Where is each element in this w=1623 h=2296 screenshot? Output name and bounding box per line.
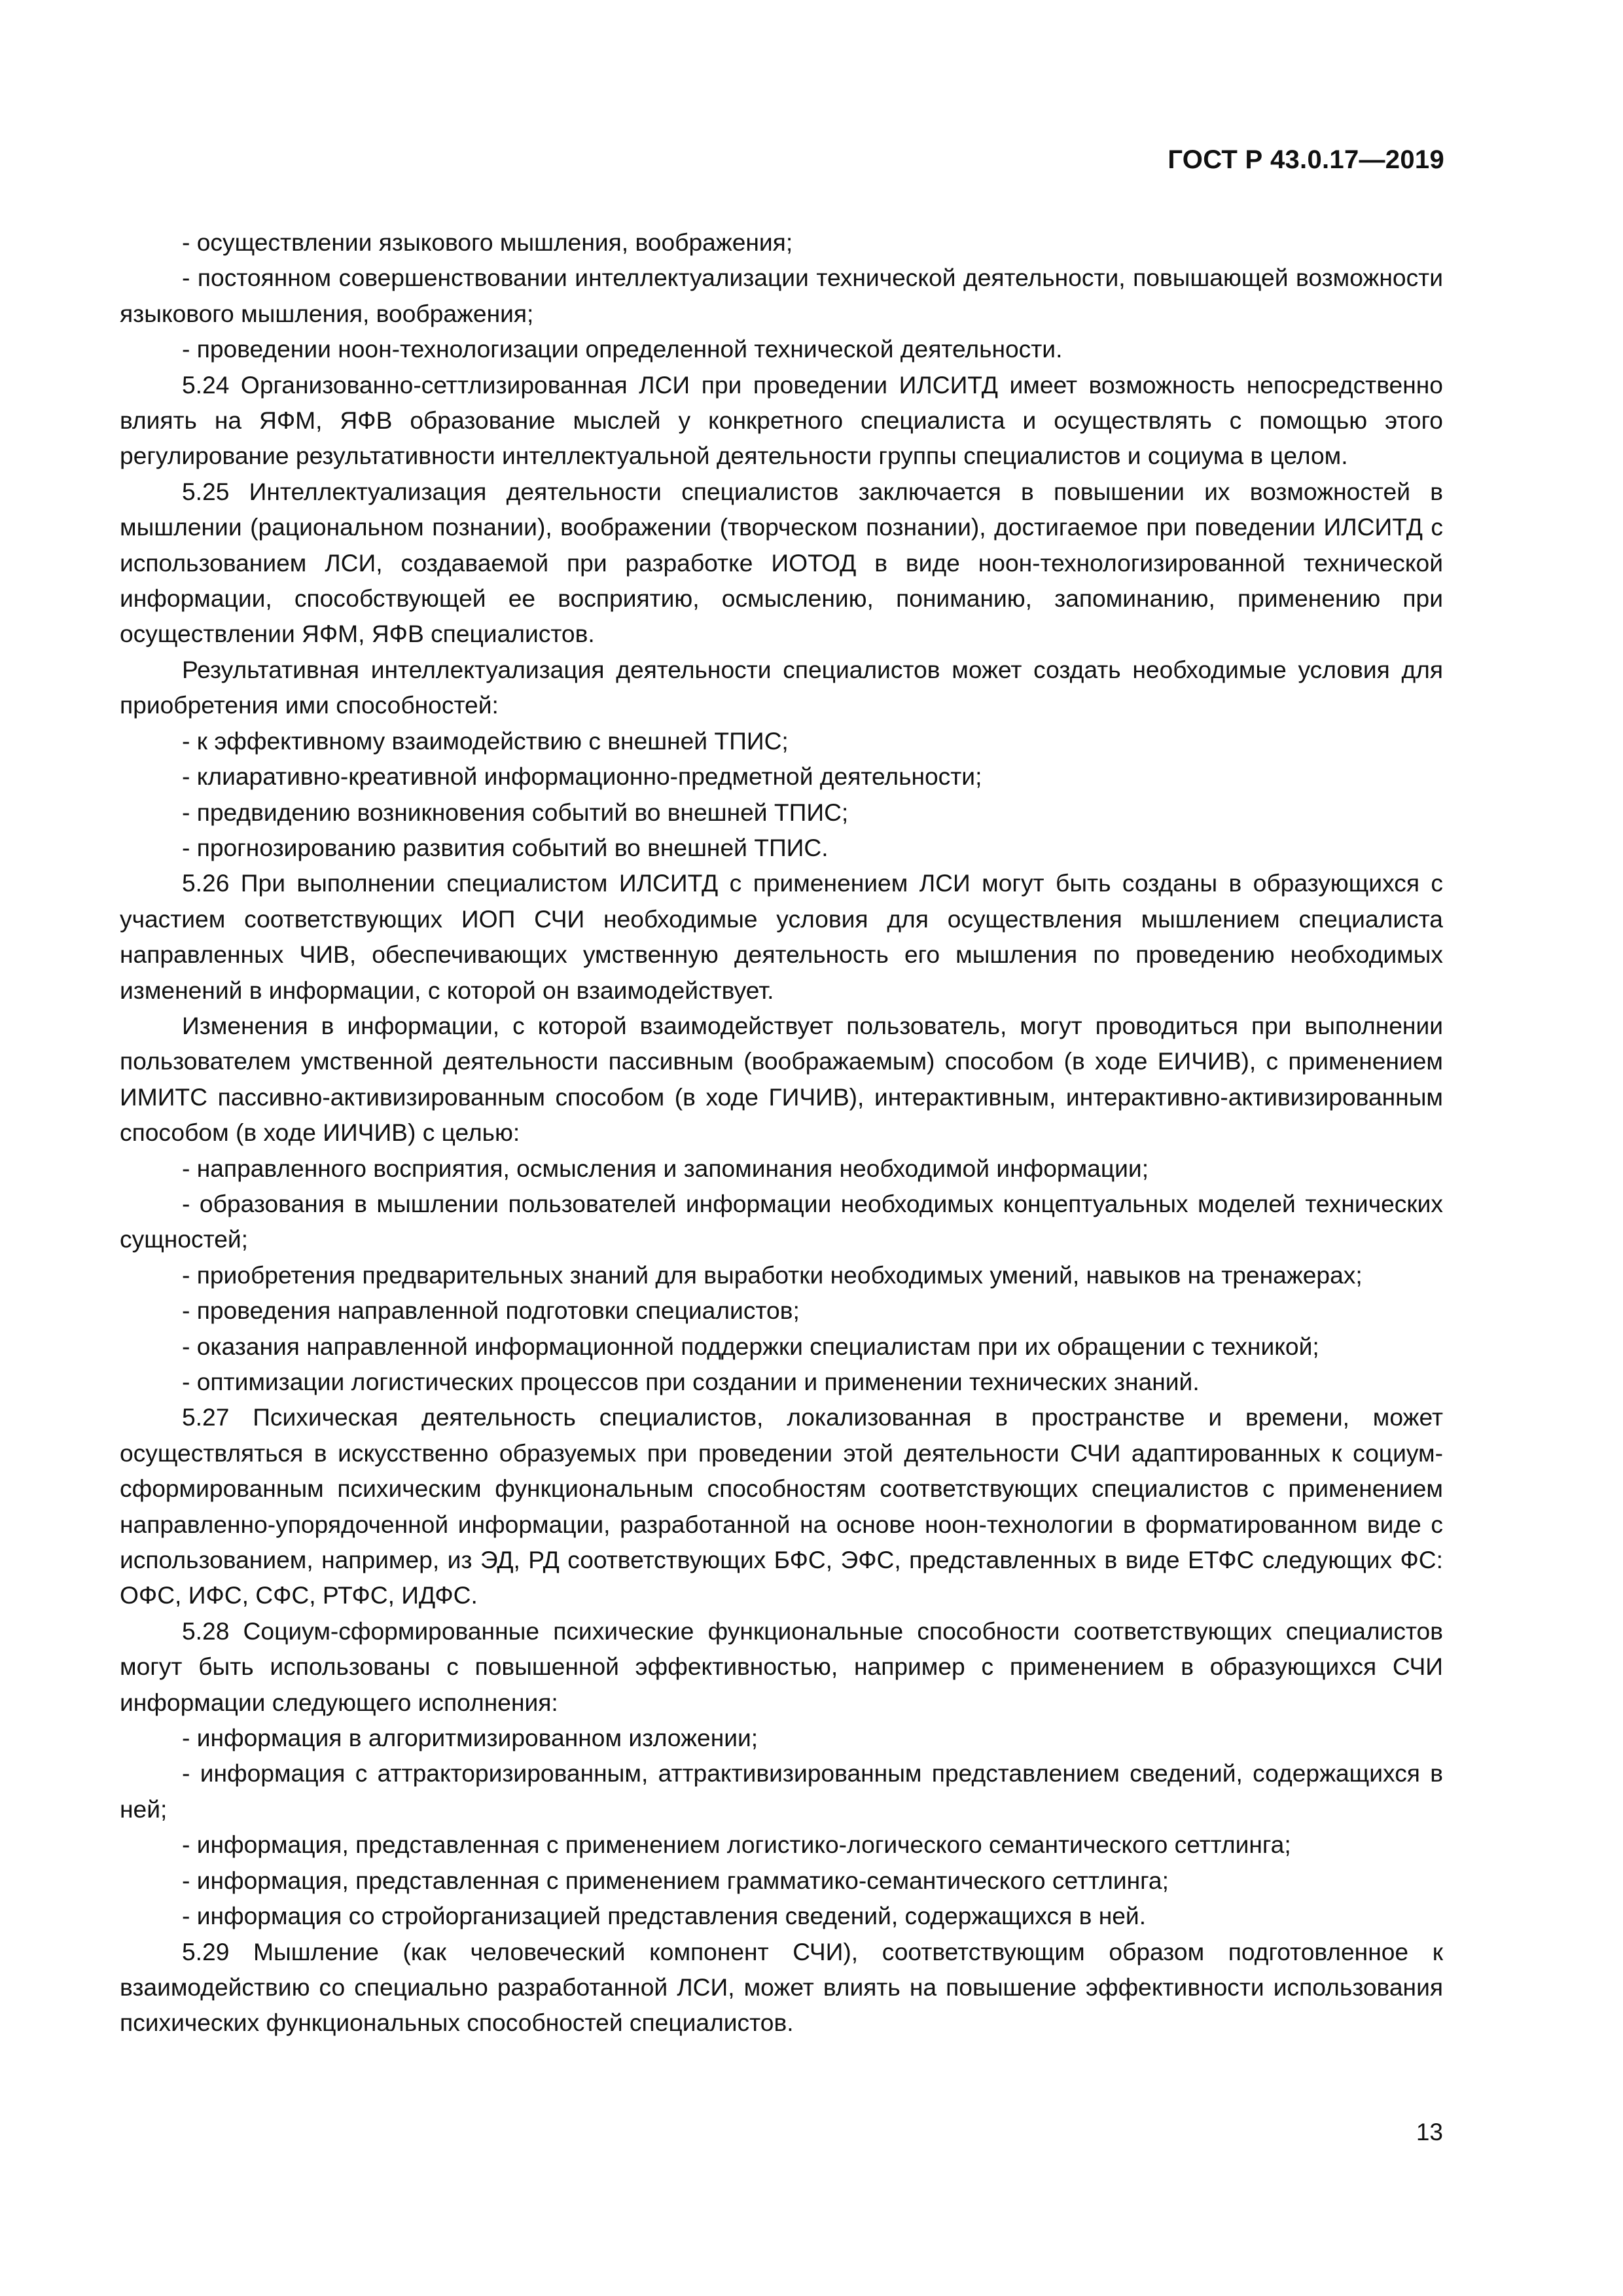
paragraph: - информация, представленная с применением грамматико-семантического сеттлинга; [182,1866,1169,1894]
paragraph: 5.24 Организованно-сеттлизированная ЛСИ при проведении ИЛСИТД имеет возможность непосредственно влиять на ЯФМ, ЯФВ образование мыслей у конкретного специалиста и осуществлять с помощью этого регулирование результативности интеллектуальной деятельности группы специалистов и социума в целом. [120,370,1443,470]
paragraph: - оказания направленной информационной поддержки специалистам при их обращении с техникой; [182,1332,1319,1360]
paragraph: - прогнозированию развития событий во внешней ТПИС. [182,833,829,861]
paragraph: - клиаративно-креативной информационно-предметной деятельности; [182,762,982,791]
paragraph: - оптимизации логистических процессов при создании и применении технических знаний. [182,1368,1200,1395]
paragraph: - информация, представленная с применением логистико-логического семантического сеттлинга; [182,1831,1291,1859]
paragraph: - проведения направленной подготовки специалистов; [182,1297,800,1325]
paragraph: 5.25 Интеллектуализация деятельности специалистов заключается в повышении их возможностей в мышлении (рациональном познании), воображении (творческом познании), достигаемое при поведении ИЛСИТД с использованием ЛСИ, создаваемой при разработке ИОТОД в виде ноон-технологизированной технической информации, способствующей ее восприятию, осмыслению, пониманию, запоминанию, применению при осуществлении ЯФМ, ЯФВ специалистов. [120,477,1443,648]
paragraph: - информация с аттракторизированным, аттрактивизированным представлением сведений, содержащихся в ней; [120,1759,1443,1823]
paragraph: Результативная интеллектуализация деятельности специалистов может создать необходимые условия для приобретения ими способностей: [120,655,1443,719]
paragraph: Изменения в информации, с которой взаимодействует пользователь, могут проводиться при выполнении пользователем умственной деятельности пассивным (воображаемым) способом (в ходе ЕИЧИВ), с применением ИМИТС пассивно-активизированным способом (в ходе ГИЧИВ), интерактивным, интерактивно-активизированным способом (в ходе ИИЧИВ) с целью: [120,1011,1443,1147]
paragraph: - информация со стройорганизацией представления сведений, содержащихся в ней. [182,1902,1147,1930]
paragraph: 5.29 Мышление (как человеческий компонент СЧИ), соответствующим образом подготовленное к взаимодействию со специально разработанной ЛСИ, может влиять на повышение эффективности использования психических функциональных способностей специалистов. [120,1937,1443,2037]
paragraph: - образования в мышлении пользователей информации необходимых концептуальных моделей технических сущностей; [120,1189,1443,1253]
paragraph: - предвидению возникновения событий во внешней ТПИС; [182,798,849,826]
paragraph: - осуществлении языкового мышления, воображения; [182,228,793,256]
page-number: 13 [1416,2119,1443,2145]
document-body [120,224,1443,2041]
paragraph: - к эффективному взаимодействию с внешней ТПИС; [182,726,789,755]
paragraph: - проведении ноон-технологизации определенной технической деятельности. [182,335,1063,363]
paragraph: - информация в алгоритмизированном изложении; [182,1724,758,1752]
paragraph: 5.27 Психическая деятельность специалистов, локализованная в пространстве и времени, может осуществляться в искусственно образуемых при проведении этой деятельности СЧИ адаптированных к социум-сформированным психическим функциональным способностям соответствующих специалистов с применением направленно-упорядоченной информации, разработанной на основе ноон-технологии в форматированном виде с использованием, например, из ЭД, РД соответствующих БФС, ЭФС, представленных в виде ЕТФС следующих ФС: ОФС, ИФС, СФС, РТФС, ИДФС. [120,1403,1443,1609]
paragraph: 5.28 Социум-сформированные психические функциональные способности соответствующих специалистов могут быть использованы с повышенной эффективностью, например с применением в образующихся СЧИ информации следующего исполнения: [120,1617,1443,1716]
paragraph: - приобретения предварительных знаний для выработки необходимых умений, навыков на тренажерах; [182,1261,1363,1289]
standard-code-header: ГОСТ Р 43.0.17—2019 [1168,145,1444,174]
paragraph: - направленного восприятия, осмысления и запоминания необходимой информации; [182,1154,1149,1182]
paragraph: 5.26 При выполнении специалистом ИЛСИТД с применением ЛСИ могут быть созданы в образующихся с участием соответствующих ИОП СЧИ необходимые условия для осуществления мышлением специалиста направленных ЧИВ, обеспечивающих умственную деятельность его мышления по проведению необходимых изменений в информации, с которой он взаимодействует. [120,869,1443,1004]
paragraph: - постоянном совершенствовании интеллектуализации технической деятельности, повышающей возможности языкового мышления, воображения; [120,264,1443,327]
